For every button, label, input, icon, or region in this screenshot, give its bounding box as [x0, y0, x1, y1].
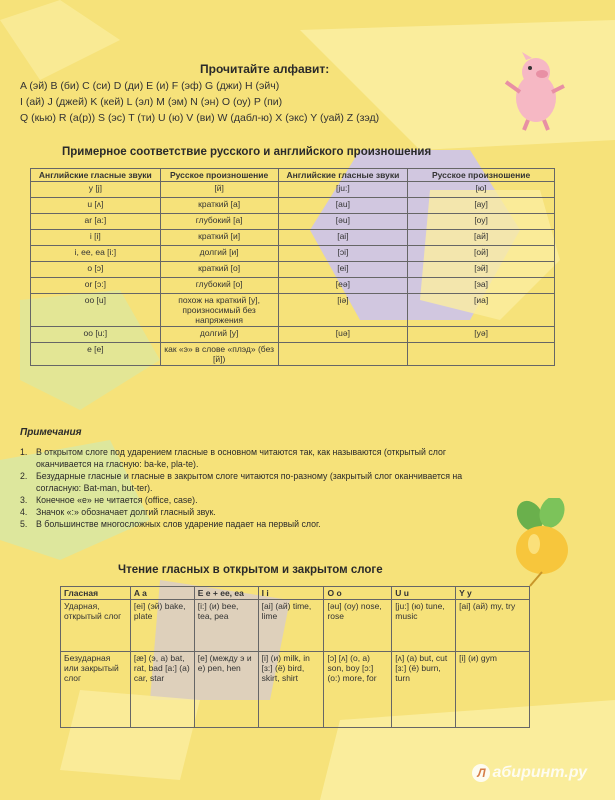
- watermark-text: абиринт.ру: [492, 764, 587, 781]
- table-cell: [ai] (ай) my, try: [456, 600, 530, 652]
- pronunciation-table-title: Примерное соответствие русского и английского произношения: [62, 146, 432, 158]
- table-cell: как «э» в слове «плэд» (без [й]): [160, 343, 278, 366]
- table-header-cell: A a: [130, 587, 194, 600]
- notes-list: [20, 446, 490, 530]
- watermark: [472, 764, 587, 782]
- table-header-row: [31, 169, 555, 182]
- list-item: [20, 446, 490, 470]
- list-item: [20, 518, 490, 530]
- table-cell: [278, 343, 408, 366]
- table-cell: [ой]: [408, 246, 555, 262]
- list-item-text: Значок «:» обозначает долгий гласный звук.: [36, 507, 216, 517]
- table-cell: [ei] (эй) bake, plate: [130, 600, 194, 652]
- table-header-row: [61, 587, 530, 600]
- list-item-text: Конечное «е» не читается (office, case).: [36, 495, 198, 505]
- reading-table: [60, 586, 530, 728]
- table-cell: [ɔ] [ʌ] (о, а) son, boy [ɔ:] (о:) more, for: [324, 652, 392, 728]
- table-header-cell: U u: [392, 587, 456, 600]
- table-row: [31, 246, 555, 262]
- table-row: [31, 278, 555, 294]
- table-row: [31, 343, 555, 366]
- table-header-cell: O o: [324, 587, 392, 600]
- pronunciation-table: [30, 168, 555, 366]
- table-cell: долгий [и]: [160, 246, 278, 262]
- table-cell: oo [u:]: [31, 327, 161, 343]
- table-row: [31, 198, 555, 214]
- list-item-number: 3.: [20, 495, 28, 505]
- table-cell: глубокий [а]: [160, 214, 278, 230]
- list-item: [20, 506, 490, 518]
- table-cell: [уə]: [408, 327, 555, 343]
- table-header-cell: Русское произношение: [160, 169, 278, 182]
- pig-illustration-icon: [500, 52, 570, 132]
- table-header-cell: Y y: [456, 587, 530, 600]
- table-cell: Ударная, открытый слог: [61, 600, 131, 652]
- table-cell: i [i]: [31, 230, 161, 246]
- list-item-number: 1.: [20, 447, 28, 457]
- table-cell: [i] (и) milk, in [ɜ:] (ё) bird, skirt, shirt: [258, 652, 324, 728]
- table-cell: [eə]: [278, 278, 408, 294]
- table-row: [61, 652, 530, 728]
- list-item-text: В большинстве многосложных слов ударение падает на первый слог.: [36, 519, 321, 529]
- alphabet-line: I (ай) J (джей) K (кей) L (эл) M (эм) N (эн) O (оу) P (пи): [20, 96, 283, 108]
- list-item-text: В открытом слоге под ударением гласные в основном читаются так, как называются (открытый слог оканчивается на гласную: ba-ke, pla-te).: [36, 447, 447, 469]
- table-cell: краткий [о]: [160, 262, 278, 278]
- table-cell: u [ʌ]: [31, 198, 161, 214]
- list-item: [20, 494, 490, 506]
- table-cell: [408, 343, 555, 366]
- notes-heading: Примечания: [20, 427, 82, 438]
- table-cell: [ю]: [408, 182, 555, 198]
- table-cell: [ау]: [408, 198, 555, 214]
- table-cell: [æ] (э, а) bat, rat, bad [a:] (а) car, star: [130, 652, 194, 728]
- table-cell: долгий [у]: [160, 327, 278, 343]
- table-cell: i, ee, ea [i:]: [31, 246, 161, 262]
- table-cell: [e] (между э и е) pen, hen: [194, 652, 258, 728]
- table-header-cell: I i: [258, 587, 324, 600]
- table-header-cell: Гласная: [61, 587, 131, 600]
- table-cell: [эа]: [408, 278, 555, 294]
- table-cell: [ju:] (ю) tune, music: [392, 600, 456, 652]
- table-row: [31, 327, 555, 343]
- table-cell: ar [a:]: [31, 214, 161, 230]
- table-cell: [əu]: [278, 214, 408, 230]
- reading-table-title: Чтение гласных в открытом и закрытом слоге: [118, 564, 383, 576]
- labirint-logo-icon: Л: [472, 764, 490, 782]
- table-row: [31, 230, 555, 246]
- table-header-cell: Русское произношение: [408, 169, 555, 182]
- table-cell: o [ɔ]: [31, 262, 161, 278]
- table-cell: y [j]: [31, 182, 161, 198]
- table-row: [31, 262, 555, 278]
- list-item: [20, 470, 490, 494]
- table-cell: [i:] (и) bee, tea, pea: [194, 600, 258, 652]
- table-cell: e [e]: [31, 343, 161, 366]
- table-cell: [ai] (ай) time, lime: [258, 600, 324, 652]
- list-item-number: 4.: [20, 507, 28, 517]
- table-cell: [иа]: [408, 294, 555, 327]
- table-cell: [й]: [160, 182, 278, 198]
- table-cell: [ай]: [408, 230, 555, 246]
- table-cell: похож на краткий [у], произносимый без напряжения: [160, 294, 278, 327]
- list-item-number: 5.: [20, 519, 28, 529]
- table-header-cell: E e + ee, ea: [194, 587, 258, 600]
- alphabet-title: Прочитайте алфавит:: [200, 62, 330, 76]
- table-cell: [эй]: [408, 262, 555, 278]
- table-cell: краткий [и]: [160, 230, 278, 246]
- table-row: [31, 214, 555, 230]
- table-cell: глубокий [о]: [160, 278, 278, 294]
- table-cell: [uə]: [278, 327, 408, 343]
- table-cell: [iə]: [278, 294, 408, 327]
- table-cell: oo [u]: [31, 294, 161, 327]
- table-cell: [i] (и) gym: [456, 652, 530, 728]
- turnip-illustration-icon: [500, 498, 590, 588]
- table-cell: краткий [а]: [160, 198, 278, 214]
- table-header-cell: Английские гласные звуки: [31, 169, 161, 182]
- table-cell: or [ɔ:]: [31, 278, 161, 294]
- table-cell: [au]: [278, 198, 408, 214]
- table-cell: [əu] (оу) nose, rose: [324, 600, 392, 652]
- table-cell: Безударная или закрытый слог: [61, 652, 131, 728]
- table-row: [61, 600, 530, 652]
- table-row: [31, 182, 555, 198]
- list-item-number: 2.: [20, 471, 28, 481]
- table-cell: [ai]: [278, 230, 408, 246]
- table-cell: [ɔi]: [278, 246, 408, 262]
- table-cell: [ʌ] (а) but, cut [ɜ:] (ё) burn, turn: [392, 652, 456, 728]
- table-cell: [оу]: [408, 214, 555, 230]
- table-cell: [ei]: [278, 262, 408, 278]
- alphabet-line: Q (кью) R (а(р)) S (эс) T (ти) U (ю) V (ви) W (дабл-ю) X (экс) Y (уай) Z (зэд): [20, 112, 380, 124]
- table-row: [31, 294, 555, 327]
- alphabet-line: A (эй) B (би) C (си) D (ди) E (и) F (эф) G (джи) H (эйч): [20, 80, 280, 92]
- list-item-text: Безударные гласные и гласные в закрытом слоге читаются по-разному (закрытый слог оканчивается на согласную: Bat-man, but-ter).: [36, 471, 463, 493]
- table-cell: [ju:]: [278, 182, 408, 198]
- table-header-cell: Английские гласные звуки: [278, 169, 408, 182]
